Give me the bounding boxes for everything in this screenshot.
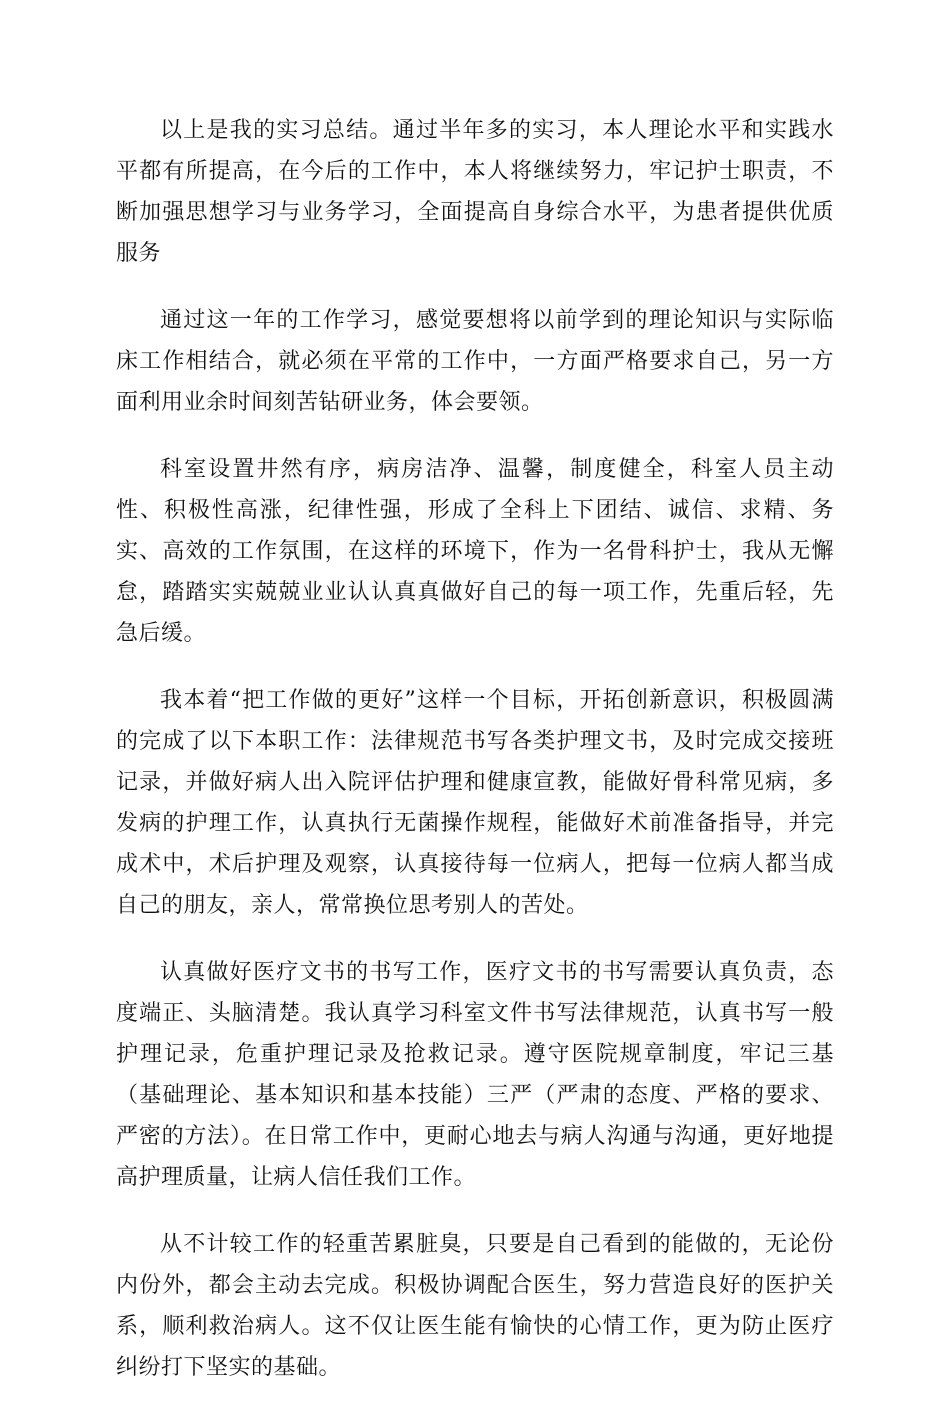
paragraph-records: 认真做好医疗文书的书写工作，医疗文书的书写需要认真负责，态度端正、头脑清楚。我认真学习科室文件书写法律规范，认真书写一般护理记录，危重护理记录及抢救记录。遵守医院规章制度，牢记三基（基础理论、基本知识和基本技能）三严（严肃的态度、严格的要求、严密的方法）。在日常工作中，更耐心地去与病人沟通与沟通，更好地提高护理质量，让病人信任我们工作。 xyxy=(116,960,834,1190)
paragraph-study: 通过这一年的工作学习，感觉要想将以前学到的理论知识与实际临床工作相结合，就必须在平常的工作中，一方面严格要求自己，另一方面利用业余时间刻苦钻研业务，体会要领。 xyxy=(116,308,834,415)
paragraph-cooperation: 从不计较工作的轻重苦累脏臭，只要是自己看到的能做的，无论份内份外，都会主动去完成。积极协调配合医生，努力营造良好的医护关系，顺利救治病人。这不仅让医生能有愉快的心情工作，更为防止医疗纠纷打下坚实的基础。 xyxy=(116,1232,834,1380)
document-body xyxy=(116,110,834,1414)
paragraph-summary: 以上是我的实习总结。通过半年多的实习，本人理论水平和实践水平都有所提高，在今后的工作中，本人将继续努力，牢记护士职责，不断加强思想学习与业务学习，全面提高自身综合水平，为患者提供优质服务 xyxy=(116,118,834,266)
paragraph-duties: 我本着“把工作做的更好”这样一个目标，开拓创新意识，积极圆满的完成了以下本职工作：法律规范书写各类护理文书，及时完成交接班记录，并做好病人出入院评估护理和健康宣教，能做好骨科常见病，多发病的护理工作，认真执行无菌操作规程，能做好术前准备指导，并完成术中，术后护理及观察，认真接待每一位病人，把每一位病人都当成自己的朋友，亲人，常常换位思考别人的苦处。 xyxy=(116,688,834,918)
paragraph-department: 科室设置井然有序，病房洁净、温馨，制度健全，科室人员主动性、积极性高涨，纪律性强，形成了全科上下团结、诚信、求精、务实、高效的工作氛围，在这样的环境下，作为一名骨科护士，我从无懈怠，踏踏实实兢兢业业认认真真做好自己的每一项工作，先重后轻，先急后缓。 xyxy=(116,457,834,646)
